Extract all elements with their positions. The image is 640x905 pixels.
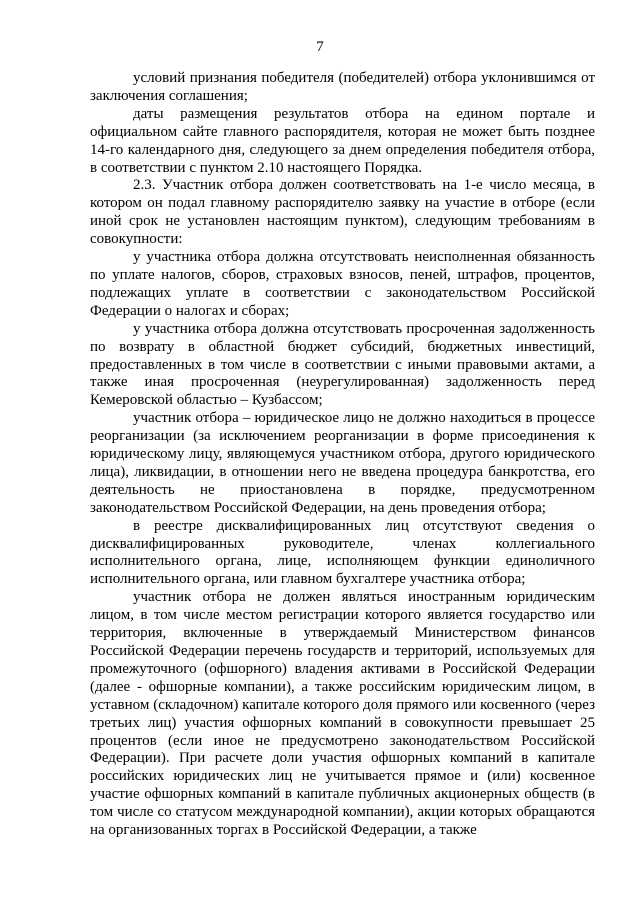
paragraph-overdue-debt: у участника отбора должна отсутствовать просроченная задолженность по возврату в областной бюджет субсидий, бюджетных инвестиций, предоставленных в том числе в соответствии с иными правовыми актами, а также иная просроченная (неурегулированная) задолженность перед Кемеровской областью – Кузбассом;	[90, 320, 595, 409]
paragraph-offshore-companies: участник отбора не должен являться иностранным юридическим лицом, в том числе местом регистрации которого является государство или территория, включенные в утверждаемый Министерством финансов Российской Федерации перечень государств и территорий, используемых для промежуточного (офшорного) владения активами в Российской Федерации (далее - офшорные компании), а также российским юридическим лицом, в уставном (складочном) капитале которого доля прямого или косвенного (через третьих лиц) участия офшорных компаний в совокупности превышает 25 процентов (если иное не предусмотрено законодательством Российской Федерации). При расчете доли участия офшорных компаний в капитале российских юридических лиц не учитывается прямое и (или) косвенное участие офшорных компаний в капитале публичных акционерных обществ (в том числе со статусом международной компании), акции которых обращаются на организованных торгах в Российской Федерации, а также	[90, 589, 595, 839]
paragraph-section-2-3: 2.3. Участник отбора должен соответствовать на 1-е число месяца, в котором он подал главному распорядителю заявку на участие в отборе (если иной срок не установлен настоящим пунктом), следующим требованиям в совокупности:	[90, 177, 595, 248]
paragraph-conclusion-of-agreement: условий признания победителя (победителей) отбора уклонившимся от заключения соглашения;	[90, 70, 595, 104]
paragraph-reorganization-liquidation: участник отбора – юридическое лицо не должно находиться в процессе реорганизации (за исключением реорганизации в форме присоединения к юридическому лицу, являющемуся участником отбора, другого юридического лица), ликвидации, в отношении него не введена процедура банкротства, его деятельность не приостановлена в порядке, предусмотренном законодательством Российской Федерации, на день проведения отбора;	[90, 410, 595, 516]
paragraph-tax-obligations: у участника отбора должна отсутствовать неисполненная обязанность по уплате налогов, сборов, страховых взносов, пеней, штрафов, процентов, подлежащих уплате в соответствии с законодательством Российской Федерации о налогах и сборах;	[90, 249, 595, 319]
paragraph-results-publication-date: даты размещения результатов отбора на едином портале и официальном сайте главного распорядителя, которая не может быть позднее 14-го календарного дня, следующего за днем определения победителя отбора, в соответствии с пунктом 2.10 настоящего Порядка.	[90, 105, 595, 176]
paragraph-disqualified-persons: в реестре дисквалифицированных лиц отсутствуют сведения о дисквалифицированных руководителе, членах коллегиального исполнительного органа, лице, исполняющем функции единоличного исполнительного органа, или главном бухгалтере участника отбора;	[90, 517, 595, 588]
page-number: 7	[316, 39, 324, 55]
document-body	[90, 70, 595, 840]
